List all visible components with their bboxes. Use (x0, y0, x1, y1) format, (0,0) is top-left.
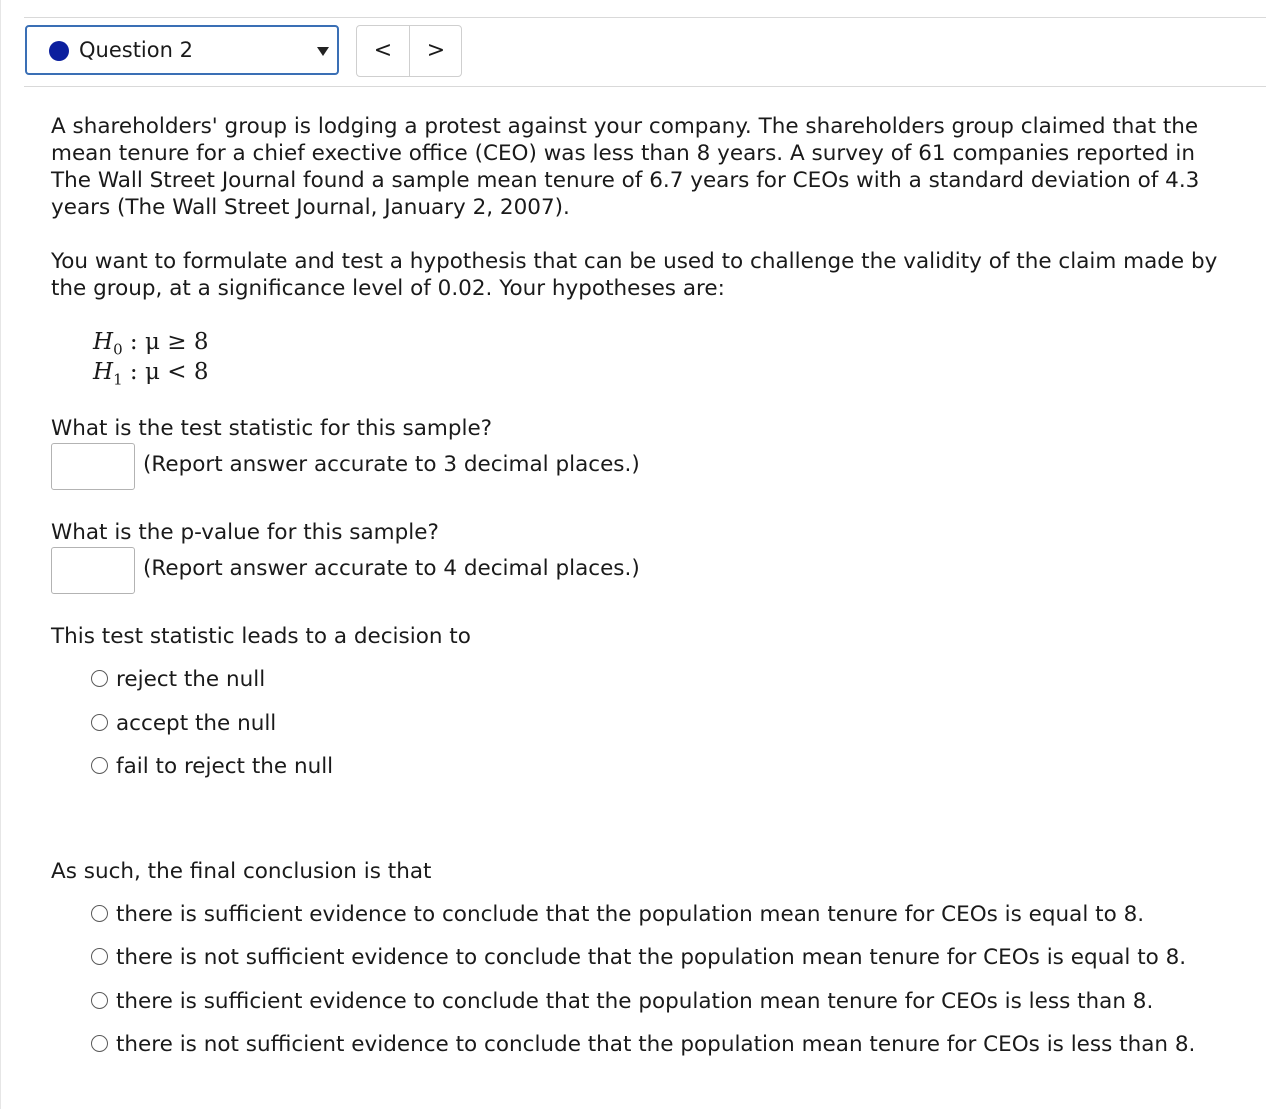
previous-question-button[interactable]: < (373, 38, 393, 63)
test-statistic-input[interactable] (51, 443, 135, 490)
radio-button[interactable] (91, 670, 108, 687)
conclusion-option-label: there is not sufficient evidence to conclude that the population mean tenure for CEOs is less than 8. (116, 1032, 1196, 1057)
test-statistic-question: What is the test statistic for this sample? (51, 416, 493, 441)
conclusion-option-2[interactable] (91, 944, 1186, 971)
decision-option-label: fail to reject the null (116, 754, 334, 779)
next-question-button[interactable]: > (426, 38, 446, 63)
h0-expression: : μ ≥ 8 (122, 329, 209, 355)
left-border (0, 0, 1, 1109)
h1-symbol: H (93, 359, 114, 385)
conclusion-question: As such, the final conclusion is that (51, 859, 432, 884)
decision-option-reject[interactable] (91, 666, 265, 693)
decision-question: This test statistic leads to a decision to (51, 624, 471, 649)
top-divider (24, 17, 1266, 18)
conclusion-option-label: there is sufficient evidence to conclude that the population mean tenure for CEOs is less than 8. (116, 989, 1154, 1014)
h1-subscript: 1 (113, 370, 123, 389)
h1-expression: : μ < 8 (122, 359, 209, 385)
caret-down-icon (317, 47, 329, 56)
conclusion-option-label: there is not sufficient evidence to conclude that the population mean tenure for CEOs is equal to 8. (116, 945, 1187, 970)
decision-option-accept[interactable] (91, 710, 276, 737)
problem-paragraph-1: A shareholders' group is lodging a protest against your company. The shareholders group claimed that the mean tenure for a chief exective office (CEO) was less than 8 years. A survey of 61 companies reported in The Wall Street Journal found a sample mean tenure of 6.7 years for CEOs with a standard deviation of 4.3 years (The Wall Street Journal, January 2, 2007). (51, 114, 1200, 220)
conclusion-option-4[interactable] (91, 1031, 1195, 1058)
test-statistic-hint: (Report answer accurate to 3 decimal places.) (143, 452, 640, 477)
radio-button[interactable] (91, 714, 108, 731)
decision-option-fail-to-reject[interactable] (91, 753, 333, 780)
question-select-label: Question 2 (79, 38, 193, 62)
decision-option-label: accept the null (116, 711, 277, 736)
radio-button[interactable] (91, 992, 108, 1009)
radio-button[interactable] (91, 948, 108, 965)
conclusion-option-label: there is sufficient evidence to conclude that the population mean tenure for CEOs is equal to 8. (116, 902, 1145, 927)
conclusion-option-1[interactable] (91, 901, 1144, 928)
conclusion-option-3[interactable] (91, 988, 1153, 1015)
p-value-input[interactable] (51, 547, 135, 594)
radio-button[interactable] (91, 1035, 108, 1052)
nav-divider (24, 86, 1266, 87)
question-select[interactable] (25, 25, 339, 75)
h0-subscript: 0 (113, 340, 123, 359)
decision-option-label: reject the null (116, 667, 266, 692)
p-value-question: What is the p-value for this sample? (51, 520, 439, 545)
question-nav (356, 25, 462, 77)
radio-button[interactable] (91, 905, 108, 922)
alternative-hypothesis (93, 357, 208, 395)
problem-paragraph-2: You want to formulate and test a hypothesis that can be used to challenge the validity of the claim made by the group, at a significance level of 0.02. Your hypotheses are: (51, 249, 1218, 301)
radio-button[interactable] (91, 757, 108, 774)
h0-symbol: H (93, 329, 114, 355)
question-status-dot-icon (49, 41, 69, 61)
p-value-hint: (Report answer accurate to 4 decimal places.) (143, 556, 640, 581)
